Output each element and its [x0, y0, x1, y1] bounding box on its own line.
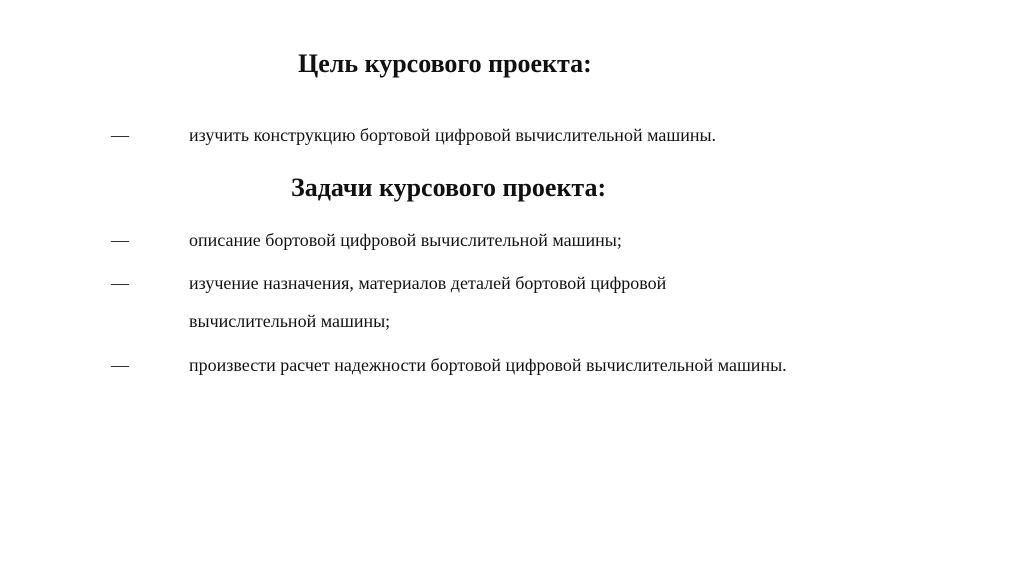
task-item-text: изучение назначения, материалов деталей бортовой цифровой — [189, 273, 667, 293]
task-item-text: описание бортовой цифровой вычислительной машины; — [189, 230, 622, 250]
bullet-dash: — — [111, 355, 129, 375]
bullet-dash: — — [111, 230, 129, 250]
goal-item-text: изучить конструкцию бортовой цифровой вычислительной машины. — [189, 125, 717, 145]
bullet-dash: — — [111, 273, 129, 293]
task-item-text: произвести расчет надежности бортовой цифровой вычислительной машины. — [189, 355, 787, 375]
task-item-text-continued: вычислительной машины; — [189, 311, 391, 331]
goal-heading: Цель курсового проекта: — [298, 49, 592, 78]
bullet-dash: — — [111, 125, 129, 145]
tasks-heading: Задачи курсового проекта: — [291, 173, 607, 202]
